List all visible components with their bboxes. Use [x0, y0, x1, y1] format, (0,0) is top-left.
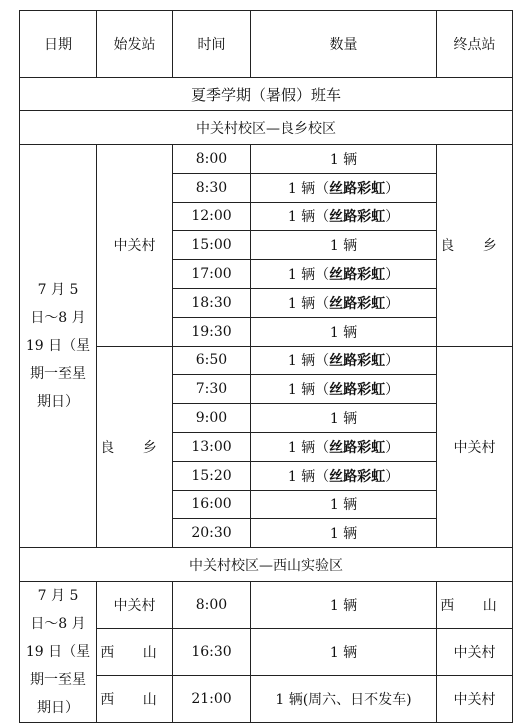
qty-cell	[251, 288, 437, 317]
qty-cell	[251, 317, 437, 346]
qty-cell: 1 辆(周六、日不发车)	[251, 676, 437, 723]
time-cell: 8:00	[173, 582, 251, 629]
qty-close: ）	[385, 353, 400, 370]
qty-text: 1 辆（	[287, 180, 330, 197]
time-cell: 19:30	[173, 317, 251, 346]
route1-title-row	[20, 111, 513, 145]
qty-note: 丝路彩虹	[329, 295, 386, 312]
qty-cell	[251, 461, 437, 490]
time-cell: 9:00	[173, 404, 251, 433]
qty-text: 1 辆（	[287, 267, 330, 284]
time-cell: 15:00	[173, 231, 251, 260]
route1-title: 中关村校区—良乡校区	[20, 111, 513, 145]
qty-note: 丝路彩虹	[329, 267, 386, 284]
qty-cell	[251, 173, 437, 202]
date-line: 期一至星	[30, 366, 86, 383]
date-line: 19 日（星	[25, 644, 91, 661]
qty-text: 1 辆	[329, 151, 358, 168]
qty-note: 丝路彩虹	[329, 439, 386, 456]
time-cell: 12:00	[173, 202, 251, 231]
time-cell: 17:00	[173, 260, 251, 289]
qty-text: 1 辆	[329, 324, 358, 341]
time-cell: 8:30	[173, 173, 251, 202]
qty-note: 丝路彩虹	[329, 209, 386, 226]
time-cell: 7:30	[173, 375, 251, 404]
header-quantity: 数量	[251, 11, 437, 78]
qty-note: 丝路彩虹	[329, 468, 386, 485]
date-line: 7 月 5	[37, 282, 79, 299]
end-cell: 西 山	[437, 582, 513, 629]
section-title: 夏季学期（暑假）班车	[20, 78, 513, 111]
table-row	[20, 145, 513, 174]
end-cell: 中关村	[437, 629, 513, 676]
qty-close: ）	[385, 468, 400, 485]
time-cell: 16:30	[173, 629, 251, 676]
start-cell: 西 山	[97, 629, 173, 676]
qty-cell	[251, 432, 437, 461]
date-line: 期日）	[37, 700, 79, 717]
time-cell: 6:50	[173, 346, 251, 375]
qty-text: 1 辆	[329, 238, 358, 255]
qty-note: 丝路彩虹	[329, 382, 386, 399]
route1-date	[20, 145, 97, 548]
header-start-station: 始发站	[97, 11, 173, 78]
time-cell: 18:30	[173, 288, 251, 317]
qty-note: 丝路彩虹	[329, 353, 386, 370]
time-cell: 13:00	[173, 432, 251, 461]
route2-date	[20, 582, 97, 723]
qty-note: 丝路彩虹	[329, 180, 386, 197]
qty-cell: 1 辆	[251, 629, 437, 676]
qty-text: 1 辆（	[287, 295, 330, 312]
time-cell: 15:20	[173, 461, 251, 490]
bus-schedule-table	[19, 10, 513, 723]
time-cell: 21:00	[173, 676, 251, 723]
qty-cell	[251, 202, 437, 231]
qty-cell	[251, 145, 437, 174]
group1-start: 中关村	[97, 145, 173, 347]
qty-text: 1 辆（	[287, 209, 330, 226]
time-cell: 16:00	[173, 490, 251, 519]
date-line: 19 日（星	[25, 338, 91, 355]
qty-text: 1 辆	[329, 497, 358, 514]
group1-end: 良 乡	[437, 145, 513, 347]
qty-text: 1 辆（	[287, 353, 330, 370]
start-cell: 西 山	[97, 676, 173, 723]
qty-cell	[251, 404, 437, 433]
route2-title-row	[20, 548, 513, 582]
qty-close: ）	[385, 267, 400, 284]
qty-text: 1 辆（	[287, 468, 330, 485]
start-cell: 中关村	[97, 582, 173, 629]
date-line: 7 月 5	[37, 588, 79, 605]
qty-cell	[251, 375, 437, 404]
date-line: 日～8 月	[30, 310, 86, 327]
qty-close: ）	[385, 295, 400, 312]
qty-text: 1 辆（	[287, 439, 330, 456]
time-cell: 20:30	[173, 519, 251, 548]
table-row	[20, 582, 513, 629]
date-line: 日～8 月	[30, 616, 86, 633]
qty-cell: 1 辆	[251, 582, 437, 629]
qty-close: ）	[385, 209, 400, 226]
end-cell: 中关村	[437, 676, 513, 723]
time-cell: 8:00	[173, 145, 251, 174]
qty-cell	[251, 490, 437, 519]
qty-text: 1 辆（	[287, 382, 330, 399]
header-time: 时间	[173, 11, 251, 78]
header-date: 日期	[20, 11, 97, 78]
group2-start: 良 乡	[97, 346, 173, 548]
date-line: 期一至星	[30, 672, 86, 689]
qty-close: ）	[385, 180, 400, 197]
header-end-station: 终点站	[437, 11, 513, 78]
qty-text: 1 辆	[329, 411, 358, 428]
group2-end: 中关村	[437, 346, 513, 548]
qty-close: ）	[385, 382, 400, 399]
qty-cell	[251, 260, 437, 289]
qty-cell	[251, 346, 437, 375]
section-row	[20, 78, 513, 111]
qty-cell	[251, 231, 437, 260]
qty-close: ）	[385, 439, 400, 456]
date-line: 期日）	[37, 394, 79, 411]
qty-text: 1 辆	[329, 526, 358, 543]
header-row	[20, 11, 513, 78]
qty-cell	[251, 519, 437, 548]
route2-title: 中关村校区—西山实验区	[20, 548, 513, 582]
